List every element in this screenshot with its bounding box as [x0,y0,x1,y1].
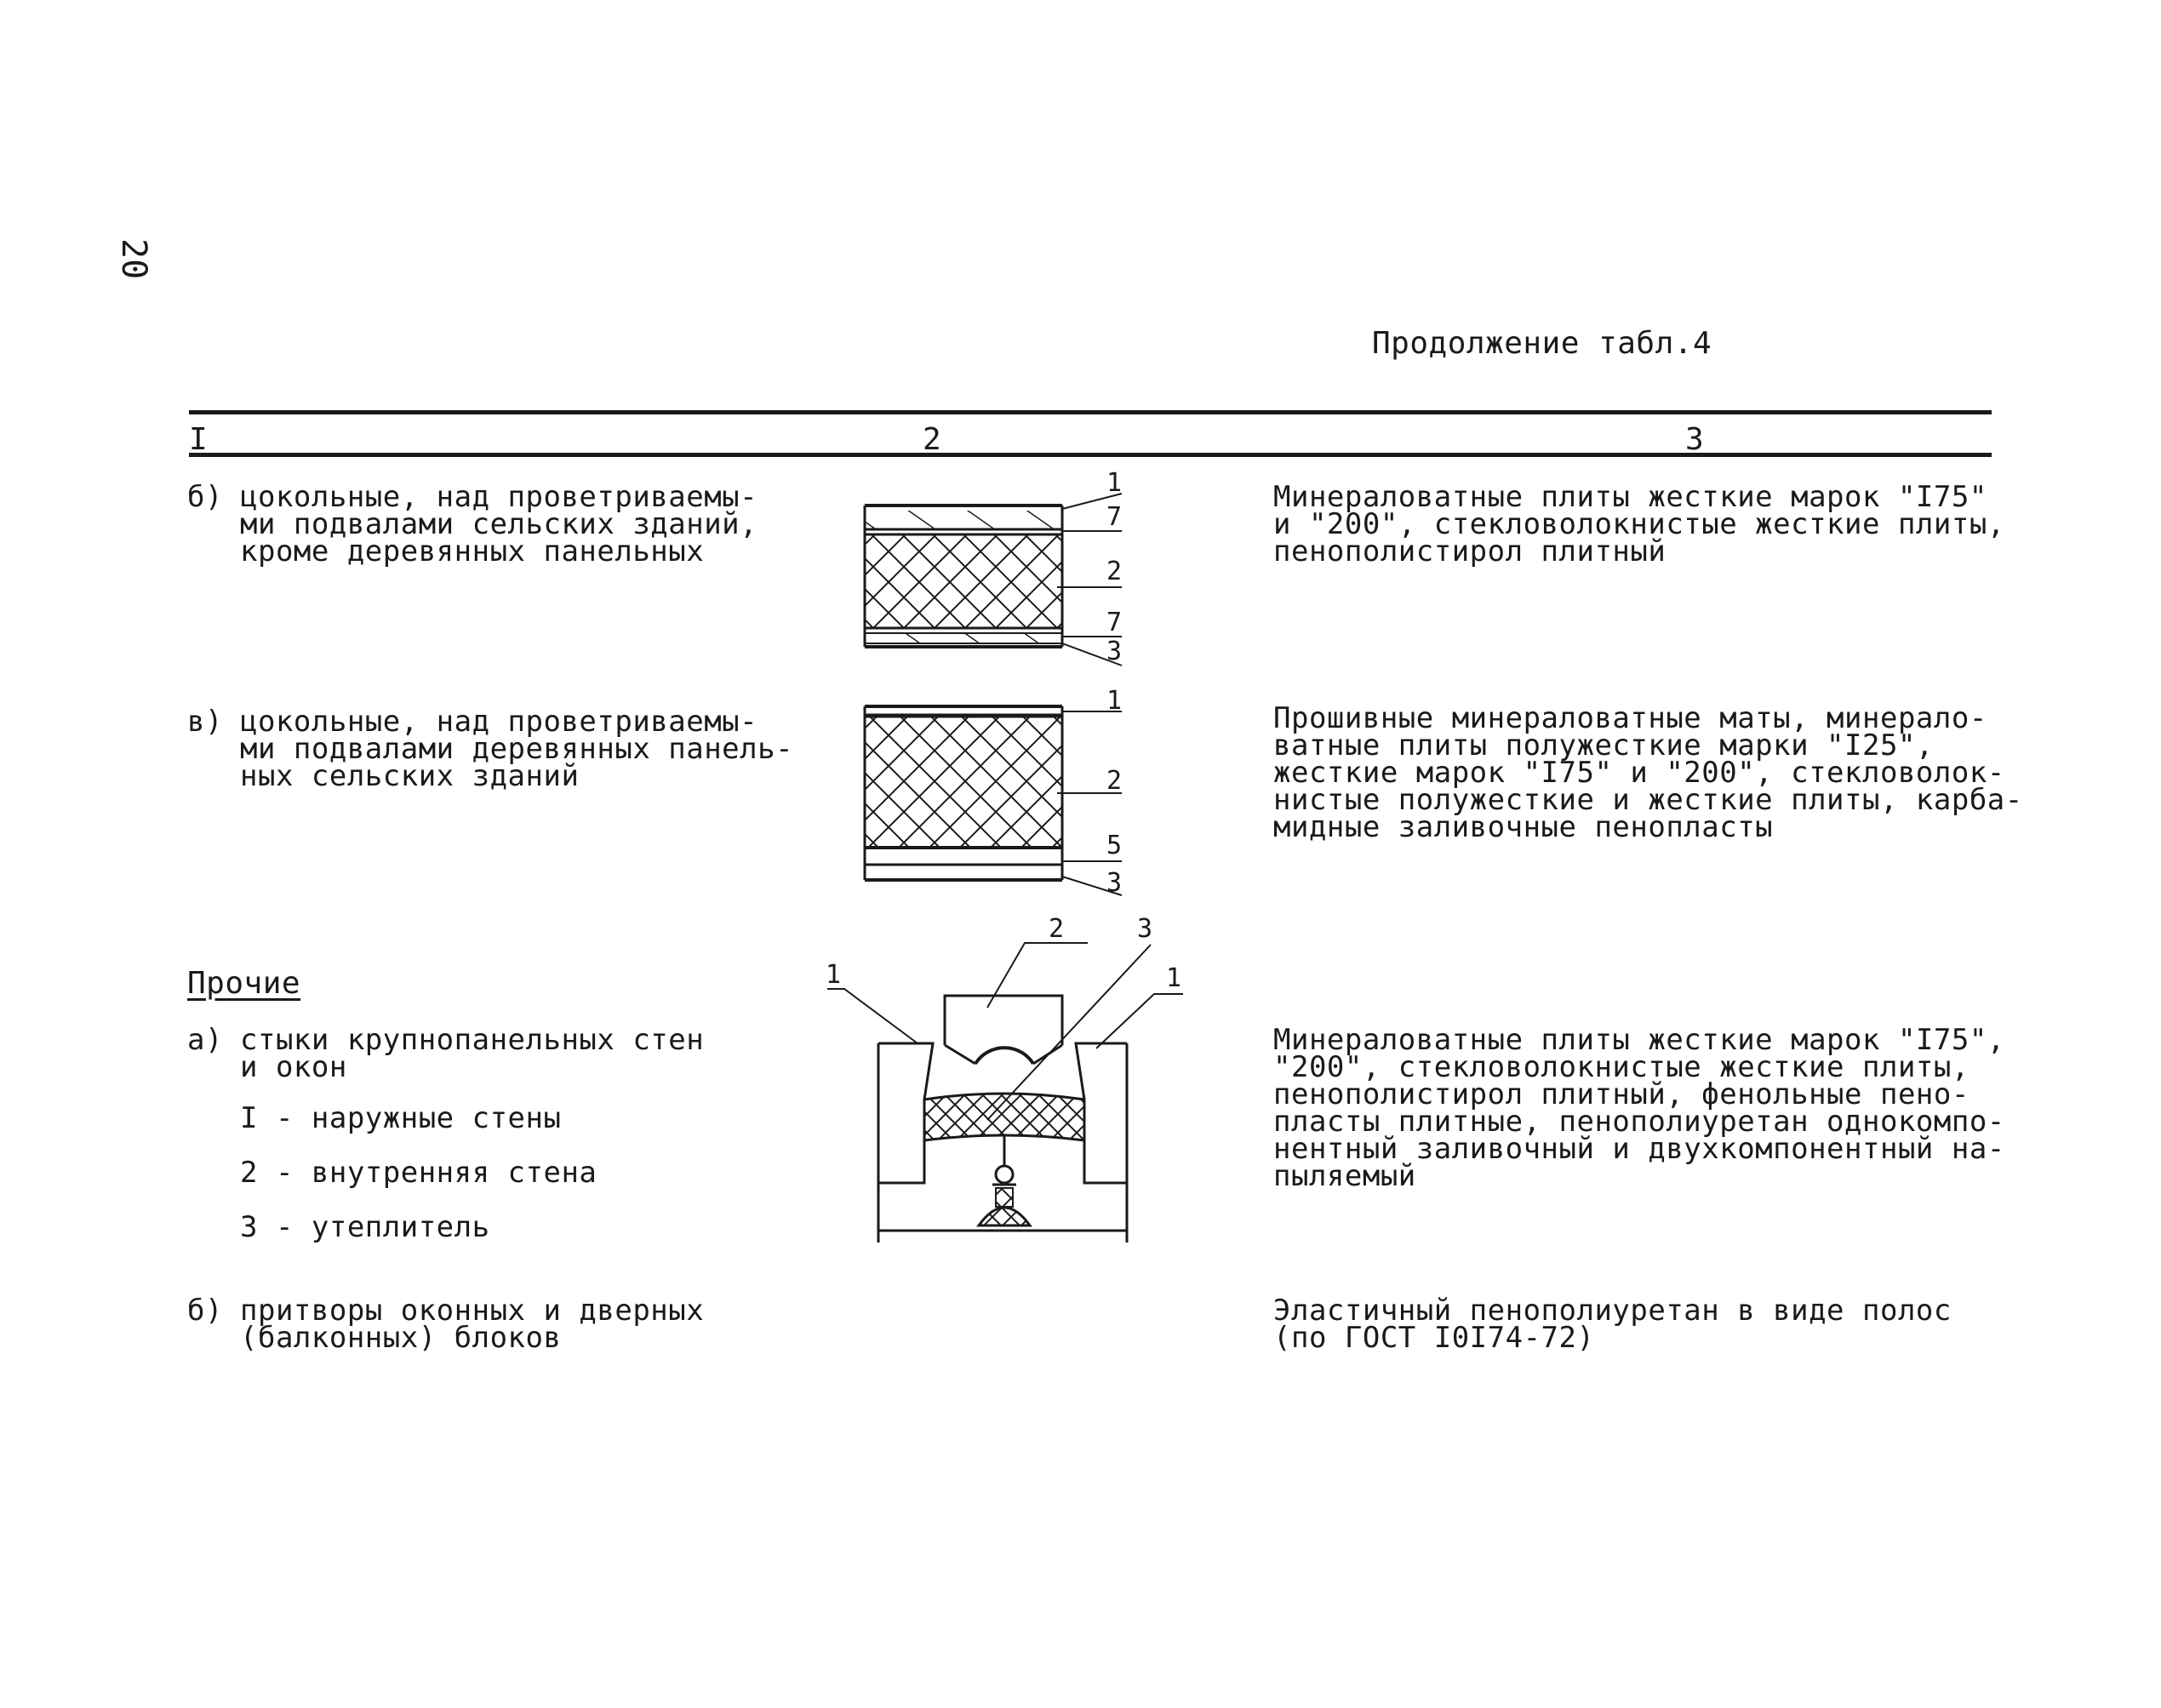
row1-materials-line: Минераловатные плиты жесткие марок "I75" [1273,480,1987,514]
row2-description-line: ных сельских зданий [240,759,580,793]
row1-materials-line: и "200", стекловолокнистые жесткие плиты, [1273,507,2005,541]
row2-materials-line: нистые полужесткие и жесткие плиты, карба- [1273,783,2023,817]
other-b-materials [1273,1294,1952,1355]
row1-figure-label: 1 [1106,468,1123,498]
table-caption: Продолжение табл.4 [1372,326,1712,361]
column-number-3: 3 [1685,422,1704,457]
row1-description-line: кроме деревянных панельных [240,534,705,568]
row2-figure-label: 5 [1106,831,1123,860]
other-a-marker: а) [187,1023,223,1057]
legend-item: 2 - внутренняя стена [240,1156,597,1190]
other-a-description [240,1023,705,1084]
other-a-description-line: и окон [240,1050,347,1084]
other-b-description [240,1294,705,1355]
other-a-materials-line: "200", стекловолокнистые жесткие плиты, [1273,1050,1969,1084]
joint-figure-label: 3 [1137,914,1153,944]
other-b-description-line: притворы оконных и дверных [240,1294,705,1328]
other-a-materials-line: Минераловатные плиты жесткие марок "I75", [1273,1023,2005,1057]
row2-figure-label: 1 [1106,686,1123,716]
joint-figure-label: 2 [1049,914,1065,944]
row1-description-line: ми подвалами сельских зданий, [240,507,758,541]
other-b-marker: б) [187,1294,223,1328]
other-a-description-line: стыки крупнопанельных стен [240,1023,705,1057]
row1-marker: б) [187,480,223,514]
other-a-materials-line: нентный заливочный и двухкомпонентный на- [1273,1132,2005,1166]
column-number-1: I [189,422,208,457]
row1-materials-line: пенополистирол плитный [1273,534,1666,568]
column-number-2: 2 [923,422,941,457]
row1-figure-label: 7 [1106,502,1123,532]
row1-materials [1273,480,2005,568]
other-a-materials-line: пенополистирол плитный, фенольные пено- [1273,1077,1969,1111]
row1-figure-label: 7 [1106,608,1123,637]
row2-materials [1273,701,2023,844]
joint-figure-label: 1 [1166,963,1182,993]
row2-description [240,705,794,793]
page-number: 20 [114,238,153,280]
row2-figure-label: 3 [1106,868,1123,898]
row1-figure-label: 3 [1106,637,1123,666]
other-b-materials-line: (по ГОСТ I0I74-72) [1273,1321,1595,1355]
row2-description-line: цокольные, над проветриваемы- [240,705,758,739]
row2-figure-label: 2 [1106,766,1123,796]
other-a-materials-line: пыляемый [1273,1159,1416,1193]
legend-item: I - наружные стены [240,1101,562,1135]
row2-materials-line: Прошивные минераловатные маты, минерало- [1273,701,1987,735]
other-b-description-line: (балконных) блоков [240,1321,562,1355]
legend-item: 3 - утеплитель [240,1210,490,1244]
row2-marker: в) [187,705,223,739]
row2-materials-line: мидные заливочные пенопласты [1273,810,1774,844]
section-heading-other: Прочие [187,966,301,1001]
row2-materials-line: жесткие марок "I75" и "200", стекловолок- [1273,756,2005,790]
row1-description-line: цокольные, над проветриваемы- [240,480,758,514]
other-a-materials [1273,1023,2005,1193]
other-b-materials-line: Эластичный пенополиуретан в виде полос [1273,1294,1952,1328]
row2-description-line: ми подвалами деревянных панель- [240,732,794,766]
joint-figure-label: 1 [826,960,842,990]
row1-figure-label: 2 [1106,557,1123,586]
row2-materials-line: ватные плиты полужесткие марки "I25", [1273,728,1934,763]
other-a-materials-line: пласты плитные, пенополиуретан однокомпо- [1273,1105,2005,1139]
